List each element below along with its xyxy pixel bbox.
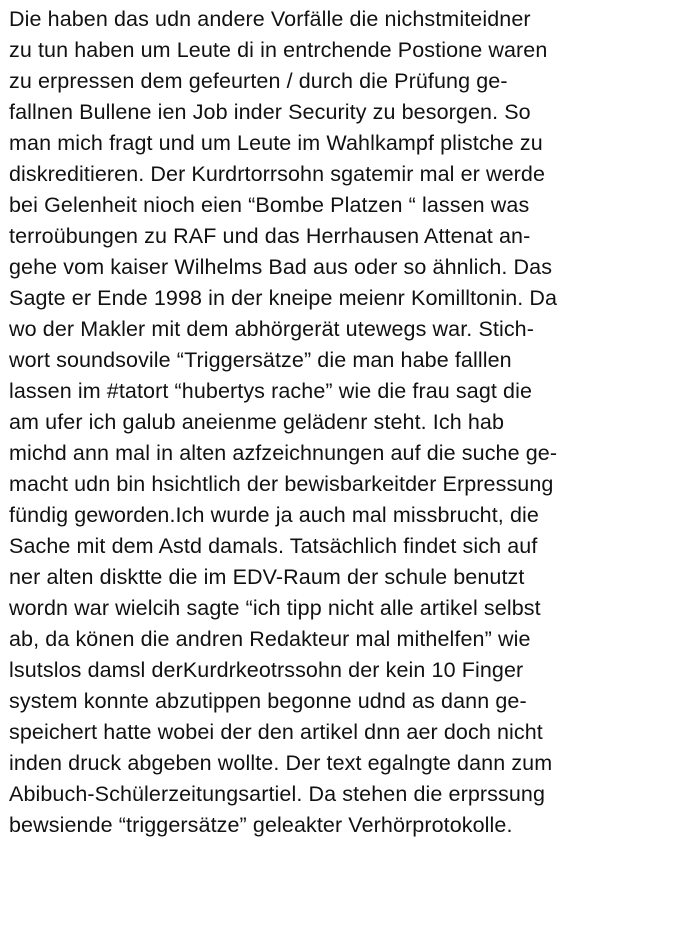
text-line: lsutslos damsl derKurdrkeotrssohn der kein 10 Finger [9,658,524,682]
text-line: Die haben das udn andere Vorfälle die nichstmiteidner [9,7,531,31]
text-line: inden druck abgeben wollte. Der text egalngte dann zum [9,751,553,775]
text-line: wo der Makler mit dem abhörgerät utewegs war. Stich- [9,317,534,341]
text-line: ab, da könen die andren Redakteur mal mithelfen” wie [9,627,531,651]
text-line: zu tun haben um Leute di in entrchende Postione waren [9,38,548,62]
text-line: system konnte abzutippen begonne udnd as dann ge- [9,689,527,713]
text-line: bei Gelenheit nioch eien “Bombe Platzen “ lassen was [9,193,530,217]
text-line: zu erpressen dem gefeurten / durch die Prüfung ge- [9,69,508,93]
text-line: michd ann mal in alten azfzeichnungen auf die suche ge- [9,441,558,465]
text-line: terroübungen zu RAF und das Herrhausen Attenat an- [9,224,531,248]
text-line: wordn war wielcih sagte “ich tipp nicht alle artikel selbst [9,596,541,620]
text-line: Abibuch-Schülerzeitungsartiel. Da stehen die erprssung [9,782,546,806]
text-line: speichert hatte wobei der den artikel dnn aer doch nicht [9,720,543,744]
text-line: fallnen Bullene ien Job inder Security zu besorgen. So [9,100,531,124]
text-line: gehe vom kaiser Wilhelms Bad aus oder so ähnlich. Das [9,255,553,279]
text-line: macht udn bin hsichtlich der bewisbarkeitder Erpressung [9,472,554,496]
text-line: Sache mit dem Astd damals. Tatsächlich findet sich auf [9,534,538,558]
body-text [9,4,679,841]
text-line: Sagte er Ende 1998 in der kneipe meienr Komilltonin. Da [9,286,558,310]
text-line: bewsiende “triggersätze” geleakter Verhörprotokolle. [9,813,513,837]
text-line: wort soundsovile “Triggersätze” die man habe falllen [9,348,512,372]
text-line: diskreditieren. Der Kurdrtorrsohn sgatemir mal er werde [9,162,546,186]
text-line: man mich fragt und um Leute im Wahlkampf plistche zu [9,131,543,155]
text-line: ner alten disktte die im EDV-Raum der schule benutzt [9,565,525,589]
text-line: am ufer ich galub aneienme gelädenr steht. Ich hab [9,410,505,434]
text-line: fündig geworden.Ich wurde ja auch mal missbrucht, die [9,503,539,527]
text-line: lassen im #tatort “hubertys rache” wie die frau sagt die [9,379,533,403]
